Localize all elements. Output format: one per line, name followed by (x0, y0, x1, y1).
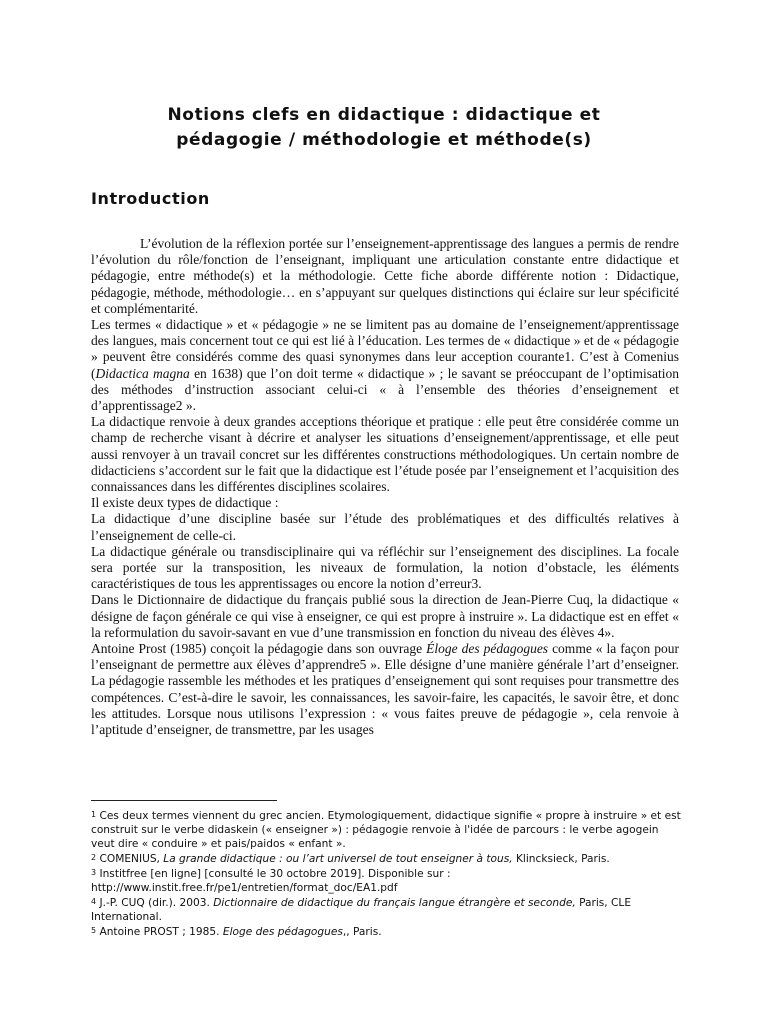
title-line-1: Notions clefs en didactique : didactique et (167, 105, 601, 125)
paragraph-8: Antoine Prost (1985) conçoit la pédagogie dans son ouvrage Éloge des pédagogues comme « la façon pour l’enseignant de permettre aux élèves d’apprendre5 ». Elle désigne d’une manière générale l’art d’enseigner. La pédagogie rassemble les méthodes et les pratiques d’enseignement qui sont requises pour transmettre des compétences. C’est-à-dire le savoir, les connaissances, les savoir-faire, les capacités, le savoir être, et donc les attitudes. Lorsque nous utilisons l’expression : « vous faites preuve de pédagogie », cela renvoie à l’aptitude d’enseigner, de transmettre, par les usages (91, 641, 679, 738)
paragraph-1: L’évolution de la réflexion portée sur l’enseignement-apprentissage des langues a permis de rendre l’évolution du rôle/fonction de l’enseignant, impliquant une articulation constante entre didactique et pédagogie, entre méthode(s) et la méthodologie. Cette fiche aborde différente notion : Didactique, pédagogie, méthode, méthodologie… en s’appuyant sur quelques distinctions qui éclaire sur leur spécificité et complémentarité. (91, 236, 679, 316)
footnote-5: $^5$ Antoine PROST ; 1985. Eloge des pédagogues,, Paris. (91, 926, 382, 938)
paragraph-6: La didactique générale ou transdisciplinaire qui va réfléchir sur l’enseignement des disciplines. La focale sera portée sur la transposition, les niveaux de formulation, la notion d’obstacle, les éléments caractéristiques de tous les apprentissages ou encore la notion d’erreur3. (91, 543, 679, 592)
paragraph-5: La didactique d’une discipline basée sur l’étude des problématiques et des difficultés relatives à l’enseignement de celle-ci. (91, 511, 679, 543)
footnote-separator (91, 800, 277, 801)
section-heading: Introduction (91, 189, 210, 208)
footnote-2: $^2$ COMENIUS, La grande didactique : ou l’art universel de tout enseigner à tous, Klincksieck, Paris. (91, 853, 610, 865)
paragraph-7: Dans le Dictionnaire de didactique du français publié sous la direction de Jean-Pierre Cuq, la didactique « désigne de façon générale ce qui vise à enseigner, ce qui est propre à instruire ». La didactique est en effet « la reformulation du savoir-savant en vue d’une transmission en fonction du niveau des élèves 4». (91, 592, 679, 640)
footnotes (91, 808, 681, 939)
book-title-italic: Didactica magna (95, 365, 190, 381)
paragraph-4: Il existe deux types de didactique : (91, 495, 279, 511)
footnote-1: $^1$ Ces deux termes viennent du grec ancien. Etymologiquement, didactique signifie « propre à instruire » et est construit sur le verbe didaskein (« enseigner ») : pédagogie renvoie à l'idée de parcours : le verbe agogein veut dire « conduire » et pais/paidos « enfant ». (91, 810, 681, 850)
book-title-italic: Éloge des pédagogues (426, 641, 549, 657)
page-title (0, 103, 768, 153)
title-line-2: pédagogie / méthodologie et méthode(s) (176, 130, 592, 150)
paragraph-3: La didactique renvoie à deux grandes acceptions théorique et pratique : elle peut être considérée comme un champ de recherche visant à décrire et analyser les situations d’enseignement/apprentissage, et elle peut aussi renvoyer à un travail concret sur les différentes constructions méthodologiques. Un certain nombre de didacticiens s’accordent sur le fait que la didactique est l’étude posée par l’enseignement et l’acquisition des connaissances dans les différentes disciplines scolaires. (91, 414, 679, 495)
footnote-3: $^3$ Institfree [en ligne] [consulté le 30 octobre 2019]. Disponible sur : http://www.instit.free.fr/pe1/entretien/format_doc/EA1.pdf (91, 868, 451, 894)
footnote-4: $^4$ J.-P. CUQ (dir.). 2003. Dictionnaire de didactique du français langue étrangère et seconde, Paris, CLE International. (91, 897, 632, 923)
paragraph-2: Les termes « didactique » et « pédagogie » ne se limitent pas au domaine de l’enseignement/apprentissage des langues, mais concernent tout ce qui est lié à l’éducation. Les termes de « didactique » et de « pédagogie » peuvent être considérés comme des quasi synonymes dans leur acception courante1. C’est à Comenius (Didactica magna en 1638) que l’on doit terme « didactique » ; le savant se préoccupant de l’optimisation des méthodes d’instruction associant celui-ci « à l’ensemble des théories d’enseignement et d’apprentissage2 ». (91, 317, 679, 414)
body-text (91, 236, 679, 738)
